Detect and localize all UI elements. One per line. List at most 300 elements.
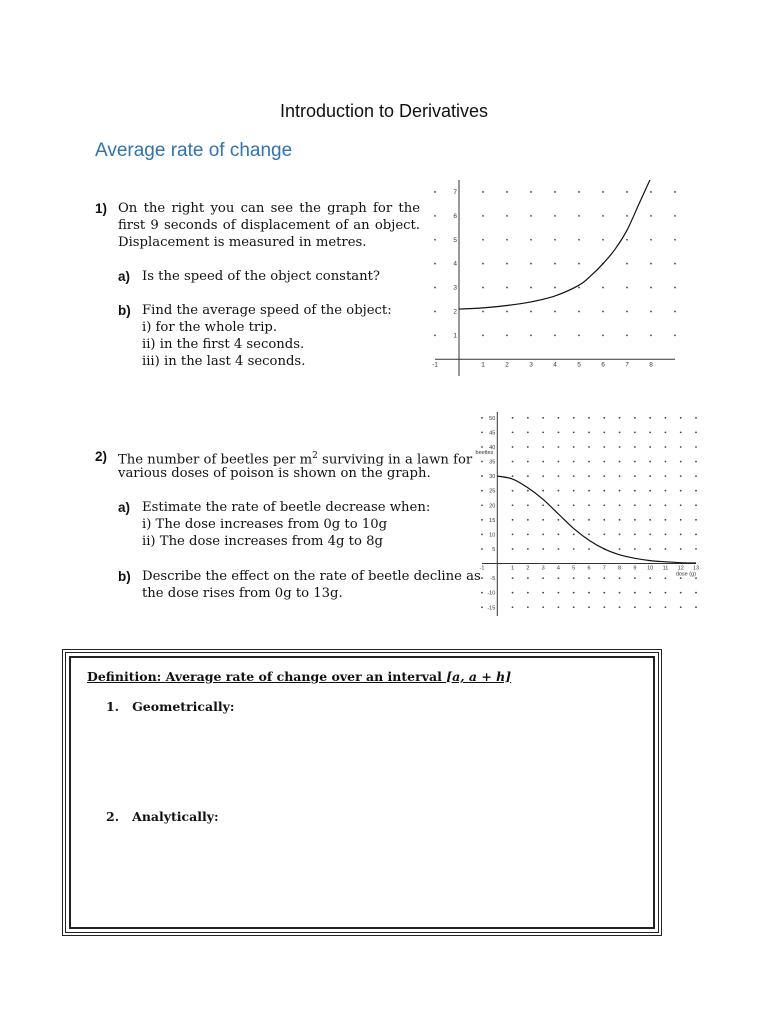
x-tick-label: -1 <box>479 565 485 572</box>
grid-dot <box>650 239 652 241</box>
grid-dot <box>554 239 556 241</box>
grid-dot <box>680 548 682 550</box>
grid-dot <box>573 432 575 434</box>
grid-dot <box>588 504 590 506</box>
grid-dot <box>603 432 605 434</box>
grid-dot <box>588 432 590 434</box>
grid-dot <box>527 475 529 477</box>
question-1-text: On the right you can see the graph for the first 9 seconds of displacement of an object. Displacement is measured in metres. <box>118 201 420 250</box>
grid-dot <box>542 577 544 579</box>
grid-dot <box>602 334 604 336</box>
x-tick-label: 4 <box>556 565 560 572</box>
y-tick-label: 2 <box>453 308 457 316</box>
y-axis-label: beetles <box>475 450 494 456</box>
grid-dot <box>680 606 682 608</box>
grid-dot <box>588 592 590 594</box>
grid-dot <box>506 239 508 241</box>
grid-dot <box>527 432 529 434</box>
x-tick-label: 8 <box>618 565 622 572</box>
grid-dot <box>674 311 676 313</box>
grid-dot <box>695 534 697 536</box>
grid-dot <box>530 287 532 289</box>
grid-dot <box>674 239 676 241</box>
grid-dot <box>680 534 682 536</box>
x-tick-label: 5 <box>572 565 576 572</box>
grid-dot <box>665 592 667 594</box>
grid-dot <box>619 606 621 608</box>
grid-dot <box>634 534 636 536</box>
question-2a-item: i) The dose increases from 0g to 10g <box>142 517 388 532</box>
grid-dot <box>554 311 556 313</box>
grid-dot <box>558 417 560 419</box>
grid-dot <box>619 534 621 536</box>
definition-box-inner <box>69 656 655 929</box>
grid-dot <box>626 311 628 313</box>
grid-dot <box>602 215 604 217</box>
grid-dot <box>674 263 676 265</box>
grid-dot <box>512 534 514 536</box>
grid-dot <box>573 475 575 477</box>
grid-dot <box>619 475 621 477</box>
grid-dot <box>619 592 621 594</box>
grid-dot <box>680 490 682 492</box>
grid-dot <box>558 577 560 579</box>
grid-dot <box>634 461 636 463</box>
grid-dot <box>573 490 575 492</box>
grid-dot <box>674 334 676 336</box>
grid-dot <box>481 534 483 536</box>
grid-dot <box>650 311 652 313</box>
x-tick-label: 6 <box>601 361 605 369</box>
grid-dot <box>527 606 529 608</box>
grid-dot <box>695 606 697 608</box>
grid-dot <box>558 504 560 506</box>
grid-dot <box>578 311 580 313</box>
grid-dot <box>619 446 621 448</box>
question-2a-item: ii) The dose increases from 4g to 8g <box>142 534 383 549</box>
grid-dot <box>695 432 697 434</box>
x-tick-label: 3 <box>529 361 533 369</box>
grid-dot <box>674 287 676 289</box>
grid-dot <box>434 239 436 241</box>
x-tick-label: 5 <box>577 361 581 369</box>
grid-dot <box>619 519 621 521</box>
grid-dot <box>695 461 697 463</box>
grid-dot <box>603 504 605 506</box>
grid-dot <box>542 606 544 608</box>
grid-dot <box>649 592 651 594</box>
grid-dot <box>649 475 651 477</box>
grid-dot <box>558 490 560 492</box>
grid-dot <box>695 592 697 594</box>
question-2-text-line2: various doses of poison is shown on the graph. <box>118 466 431 481</box>
question-1a-label: a) <box>118 269 131 284</box>
y-tick-label: 7 <box>453 188 457 196</box>
grid-dot <box>573 577 575 579</box>
grid-dot <box>558 534 560 536</box>
grid-dot <box>588 490 590 492</box>
definition-box <box>62 649 662 936</box>
x-tick-label: 13 <box>692 565 700 572</box>
grid-dot <box>481 432 483 434</box>
grid-dot <box>588 606 590 608</box>
question-2a-text: Estimate the rate of beetle decrease when: <box>142 500 431 515</box>
grid-dot <box>674 191 676 193</box>
grid-dot <box>558 461 560 463</box>
grid-dot <box>573 548 575 550</box>
x-tick-label: 1 <box>511 565 515 572</box>
question-1b-item: i) for the whole trip. <box>142 320 278 335</box>
question-2b-text-line1: Describe the effect on the rate of beetle decline as <box>142 569 481 584</box>
grid-dot <box>434 287 436 289</box>
grid-dot <box>680 417 682 419</box>
grid-dot <box>573 606 575 608</box>
grid-dot <box>602 191 604 193</box>
grid-dot <box>482 239 484 241</box>
grid-dot <box>649 606 651 608</box>
grid-dot <box>634 606 636 608</box>
grid-dot <box>482 287 484 289</box>
grid-dot <box>665 446 667 448</box>
y-tick-label: 10 <box>489 532 496 539</box>
x-tick-label: 7 <box>602 565 606 572</box>
grid-dot <box>542 417 544 419</box>
grid-dot <box>588 475 590 477</box>
y-tick-label: 45 <box>489 430 496 437</box>
grid-dot <box>626 215 628 217</box>
grid-dot <box>665 490 667 492</box>
page-title: Introduction to Derivatives <box>279 101 489 121</box>
grid-dot <box>481 519 483 521</box>
displacement-graph <box>425 180 680 380</box>
grid-dot <box>649 577 651 579</box>
grid-dot <box>603 519 605 521</box>
grid-dot <box>634 519 636 521</box>
question-1b-item: iii) in the last 4 seconds. <box>142 354 306 369</box>
grid-dot <box>674 215 676 217</box>
grid-dot <box>481 592 483 594</box>
grid-dot <box>573 446 575 448</box>
x-tick-label: 10 <box>647 565 654 572</box>
grid-dot <box>680 432 682 434</box>
grid-dot <box>650 215 652 217</box>
grid-dot <box>527 519 529 521</box>
grid-dot <box>530 191 532 193</box>
y-tick-label: 20 <box>489 503 496 510</box>
y-tick-label: 3 <box>453 284 457 292</box>
grid-dot <box>527 446 529 448</box>
grid-dot <box>542 475 544 477</box>
x-tick-label: 6 <box>587 565 591 572</box>
grid-dot <box>649 461 651 463</box>
grid-dot <box>481 548 483 550</box>
grid-dot <box>578 191 580 193</box>
question-2-number: 2) <box>95 449 108 464</box>
grid-dot <box>482 263 484 265</box>
grid-dot <box>588 446 590 448</box>
grid-dot <box>619 432 621 434</box>
grid-dot <box>506 215 508 217</box>
grid-dot <box>558 446 560 448</box>
y-tick-label: 40 <box>489 444 496 451</box>
grid-dot <box>542 446 544 448</box>
grid-dot <box>634 475 636 477</box>
grid-dot <box>558 475 560 477</box>
grid-dot <box>650 334 652 336</box>
grid-dot <box>554 191 556 193</box>
grid-dot <box>481 577 483 579</box>
grid-dot <box>665 606 667 608</box>
definition-item-1: 1. Geometrically: <box>106 699 235 714</box>
grid-dot <box>603 461 605 463</box>
grid-dot <box>603 446 605 448</box>
grid-dot <box>527 461 529 463</box>
grid-dot <box>512 577 514 579</box>
beetle-graph <box>470 408 700 620</box>
grid-dot <box>434 311 436 313</box>
grid-dot <box>527 490 529 492</box>
grid-dot <box>530 263 532 265</box>
y-tick-label: 5 <box>492 546 496 553</box>
grid-dot <box>665 504 667 506</box>
grid-dot <box>554 287 556 289</box>
grid-dot <box>650 263 652 265</box>
y-tick-label: 15 <box>489 517 496 524</box>
grid-dot <box>680 446 682 448</box>
y-tick-label: 25 <box>489 488 496 495</box>
question-1b-item: ii) in the first 4 seconds. <box>142 337 305 352</box>
grid-dot <box>506 311 508 313</box>
grid-dot <box>695 446 697 448</box>
grid-dot <box>665 432 667 434</box>
grid-dot <box>527 548 529 550</box>
grid-dot <box>602 311 604 313</box>
grid-dot <box>558 519 560 521</box>
grid-dot <box>573 417 575 419</box>
grid-dot <box>680 461 682 463</box>
grid-dot <box>481 446 483 448</box>
grid-dot <box>554 263 556 265</box>
grid-dot <box>481 461 483 463</box>
grid-dot <box>619 504 621 506</box>
y-tick-label: 35 <box>489 459 496 466</box>
grid-dot <box>542 548 544 550</box>
grid-dot <box>695 417 697 419</box>
grid-dot <box>527 417 529 419</box>
grid-dot <box>527 592 529 594</box>
grid-dot <box>542 504 544 506</box>
grid-dot <box>649 417 651 419</box>
x-tick-label: -1 <box>432 361 438 369</box>
grid-dot <box>434 334 436 336</box>
question-2b-text-line2: the dose rises from 0g to 13g. <box>142 586 343 601</box>
grid-dot <box>649 446 651 448</box>
x-tick-label: 8 <box>649 361 653 369</box>
grid-dot <box>573 534 575 536</box>
x-tick-label: 9 <box>633 565 637 572</box>
definition-interval: [a, a + h] <box>446 669 512 684</box>
grid-dot <box>512 504 514 506</box>
y-tick-label: -15 <box>487 605 496 612</box>
grid-dot <box>603 592 605 594</box>
definition-item-2: 2. Analytically: <box>106 809 219 824</box>
grid-dot <box>665 548 667 550</box>
grid-dot <box>649 534 651 536</box>
grid-dot <box>542 519 544 521</box>
question-1b-text: Find the average speed of the object: <box>142 303 392 318</box>
grid-dot <box>619 490 621 492</box>
grid-dot <box>573 504 575 506</box>
grid-dot <box>530 334 532 336</box>
grid-dot <box>602 239 604 241</box>
grid-dot <box>434 263 436 265</box>
grid-dot <box>649 490 651 492</box>
grid-dot <box>649 519 651 521</box>
grid-dot <box>578 287 580 289</box>
grid-dot <box>554 334 556 336</box>
grid-dot <box>512 417 514 419</box>
question-1-number: 1) <box>95 201 108 216</box>
grid-dot <box>634 446 636 448</box>
question-2a-label: a) <box>118 500 131 515</box>
grid-dot <box>603 577 605 579</box>
grid-dot <box>649 548 651 550</box>
grid-dot <box>512 475 514 477</box>
x-tick-label: 4 <box>553 361 557 369</box>
grid-dot <box>619 548 621 550</box>
grid-dot <box>558 432 560 434</box>
grid-dot <box>573 519 575 521</box>
grid-dot <box>512 519 514 521</box>
grid-dot <box>481 606 483 608</box>
definition-title: Definition: Average rate of change over an interval [a, a + h] <box>87 669 512 684</box>
grid-dot <box>573 592 575 594</box>
grid-dot <box>634 577 636 579</box>
grid-dot <box>482 191 484 193</box>
grid-dot <box>634 592 636 594</box>
grid-dot <box>512 461 514 463</box>
grid-dot <box>530 239 532 241</box>
section-heading: Average rate of change <box>95 140 293 161</box>
grid-dot <box>603 490 605 492</box>
grid-dot <box>482 215 484 217</box>
grid-dot <box>542 461 544 463</box>
x-tick-label: 2 <box>526 565 530 572</box>
grid-dot <box>578 263 580 265</box>
grid-dot <box>680 475 682 477</box>
grid-dot <box>634 548 636 550</box>
x-axis-label: dose (g) <box>675 571 696 578</box>
grid-dot <box>665 577 667 579</box>
x-tick-label: 2 <box>505 361 509 369</box>
grid-dot <box>588 548 590 550</box>
grid-dot <box>649 504 651 506</box>
grid-dot <box>512 432 514 434</box>
grid-dot <box>619 577 621 579</box>
grid-dot <box>588 417 590 419</box>
grid-dot <box>619 417 621 419</box>
grid-dot <box>626 263 628 265</box>
grid-dot <box>650 191 652 193</box>
grid-dot <box>578 239 580 241</box>
grid-dot <box>512 490 514 492</box>
grid-dot <box>619 461 621 463</box>
x-tick-label: 7 <box>625 361 629 369</box>
grid-dot <box>481 504 483 506</box>
grid-dot <box>542 592 544 594</box>
grid-dot <box>665 519 667 521</box>
grid-dot <box>626 191 628 193</box>
grid-dot <box>665 475 667 477</box>
grid-dot <box>434 191 436 193</box>
x-tick-label: 1 <box>481 361 485 369</box>
grid-dot <box>482 311 484 313</box>
grid-dot <box>665 461 667 463</box>
series-line <box>459 180 651 309</box>
grid-dot <box>434 215 436 217</box>
grid-dot <box>530 215 532 217</box>
grid-dot <box>603 534 605 536</box>
grid-dot <box>695 519 697 521</box>
grid-dot <box>527 534 529 536</box>
grid-dot <box>558 548 560 550</box>
grid-dot <box>512 592 514 594</box>
x-tick-label: 3 <box>541 565 545 572</box>
x-tick-label: 11 <box>662 565 669 572</box>
grid-dot <box>680 504 682 506</box>
y-tick-label: 4 <box>453 260 457 268</box>
grid-dot <box>482 334 484 336</box>
grid-dot <box>554 215 556 217</box>
grid-dot <box>665 417 667 419</box>
grid-dot <box>588 534 590 536</box>
grid-dot <box>680 592 682 594</box>
grid-dot <box>588 519 590 521</box>
grid-dot <box>602 287 604 289</box>
grid-dot <box>506 287 508 289</box>
y-tick-label: 30 <box>489 474 496 481</box>
grid-dot <box>603 417 605 419</box>
grid-dot <box>634 417 636 419</box>
grid-dot <box>558 592 560 594</box>
grid-dot <box>695 504 697 506</box>
grid-dot <box>506 263 508 265</box>
question-1a-text: Is the speed of the object constant? <box>142 269 380 284</box>
grid-dot <box>542 534 544 536</box>
grid-dot <box>573 461 575 463</box>
grid-dot <box>512 446 514 448</box>
grid-dot <box>626 239 628 241</box>
grid-dot <box>506 191 508 193</box>
question-2b-label: b) <box>118 569 131 584</box>
grid-dot <box>634 432 636 434</box>
grid-dot <box>558 606 560 608</box>
grid-dot <box>588 577 590 579</box>
grid-dot <box>506 334 508 336</box>
grid-dot <box>588 461 590 463</box>
y-tick-label: 50 <box>489 415 496 422</box>
grid-dot <box>695 548 697 550</box>
grid-dot <box>695 490 697 492</box>
grid-dot <box>527 504 529 506</box>
grid-dot <box>634 490 636 492</box>
grid-dot <box>512 606 514 608</box>
grid-dot <box>542 490 544 492</box>
grid-dot <box>603 475 605 477</box>
grid-dot <box>578 334 580 336</box>
y-tick-label: 1 <box>453 332 457 340</box>
grid-dot <box>650 287 652 289</box>
